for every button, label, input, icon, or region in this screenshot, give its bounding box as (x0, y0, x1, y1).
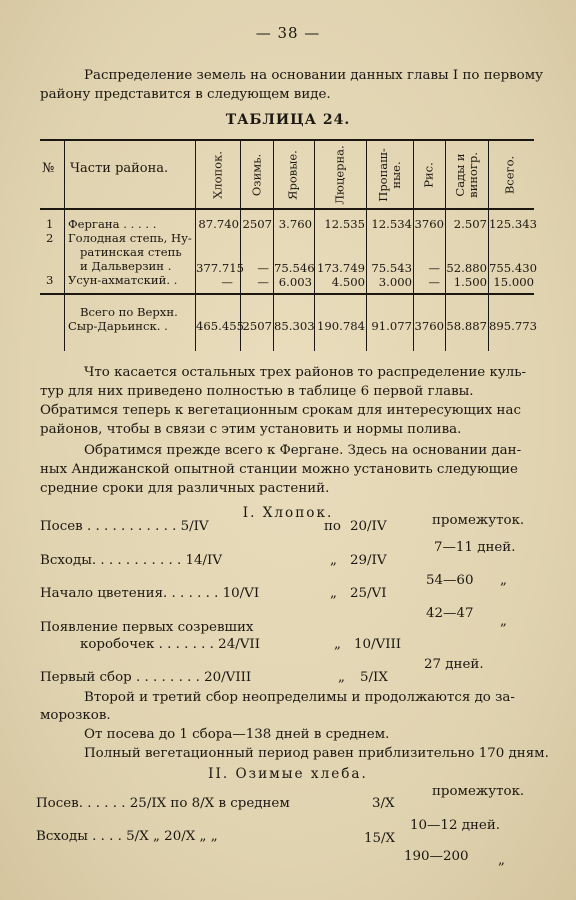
cotton-note-1: Второй и третий сбор неопределимы и продолжаются до за- (84, 690, 515, 705)
table-total-rule (40, 293, 534, 295)
row-2-rice: — (428, 261, 440, 275)
table-top-rule (40, 139, 534, 141)
section-cotton-heading: I. Хлопок. (242, 505, 334, 521)
winter-interval-2: 190—200 (404, 849, 469, 864)
winter-sprouts-label: Всходы . . . . 5/X „ 20/X „ „ (36, 829, 218, 844)
cotton-sprouts-label: Всходы. . . . . . . . . . . 14/IV (40, 553, 223, 568)
winter-sowing-label: Посев. . . . . . 25/IX по 8/X в среднем (36, 796, 290, 811)
row-2-spring: 75.546 (274, 261, 315, 275)
row-1-alfalfa: 12.535 (324, 217, 365, 231)
intro-line-1: Распределение земель на основании данных главы I по первому (84, 68, 544, 83)
row-2-name-line-2: ратинская степь (80, 245, 182, 259)
total-alfalfa: 190.784 (317, 319, 365, 333)
total-name-line-1: Всего по Верхн. (80, 305, 178, 319)
row-3-cotton: — (221, 275, 233, 289)
header-cotton: Хлопок. (210, 151, 225, 199)
section-winter-interval-header: промежуток. (432, 784, 525, 799)
cotton-note-4: Полный вегетационный период равен приблизительно 170 дням. (84, 746, 549, 761)
cotton-first-harvest-mid: „ (338, 670, 345, 685)
row-3-spring: 6.003 (278, 275, 312, 289)
para2-line-2: тур для них приведено полностью в таблице 6 первой главы. (40, 384, 474, 399)
row-2-cotton: 377.715 (196, 261, 244, 275)
total-row-crops: 91.077 (371, 319, 412, 333)
cotton-interval-2-ditto: „ (500, 573, 507, 588)
total-rice: 3760 (414, 319, 444, 333)
row-1-number: 1 (46, 217, 54, 231)
intro-line-2: району представится в следующем виде. (40, 87, 331, 102)
cotton-interval-3-ditto: „ (500, 614, 507, 629)
cotton-sprouts-end: 29/IV (350, 553, 387, 568)
section-cotton-interval-header: промежуток. (432, 513, 525, 528)
winter-sowing-end: 3/X (372, 796, 395, 811)
cotton-note-3: От посева до 1 сбора—138 дней в среднем. (84, 727, 390, 742)
cotton-boll-end: 10/VIII (354, 637, 402, 652)
para2-line-1: Что касается остальных трех районов то распределение куль- (84, 365, 527, 380)
row-1-rice: 3760 (414, 217, 444, 231)
row-2-winter: — (257, 261, 269, 275)
row-3-name: Усун-ахматский. . (68, 273, 178, 287)
page-number: — 38 — (255, 24, 321, 42)
row-3-row-crops: 3.000 (378, 275, 412, 289)
header-rice: Рис. (421, 162, 436, 188)
header-winter: Озимь. (249, 153, 264, 197)
cotton-sowing-mid: по (324, 519, 341, 534)
row-1-winter: 2507 (242, 217, 272, 231)
cotton-first-harvest-end: 5/IX (360, 670, 388, 685)
total-winter: 2507 (242, 319, 272, 333)
cotton-sprouts-mid: „ (330, 553, 337, 568)
para2-line-4: районов, чтобы в связи с этим установить и нормы полива. (40, 422, 462, 437)
cotton-flowering-label: Начало цветения. . . . . . . 10/VI (40, 586, 260, 601)
row-2-total: 755.430 (489, 261, 537, 275)
header-gardens: Сады и виногр. (453, 152, 480, 198)
winter-interval-1: 10—12 дней. (410, 818, 501, 833)
row-2-alfalfa: 173.749 (317, 261, 365, 275)
row-1-total: 125.343 (489, 217, 537, 231)
row-3-number: 3 (46, 273, 54, 287)
row-1-name: Фергана . . . . . (68, 217, 157, 231)
row-1-spring: 3.760 (278, 217, 312, 231)
header-parts: Части района. (70, 161, 169, 176)
total-spring: 85.303 (274, 319, 315, 333)
table-header-rule (40, 208, 534, 210)
cotton-boll-label-2: коробочек . . . . . . . 24/VII (80, 637, 260, 652)
table-title: ТАБЛИЦА 24. (225, 112, 351, 128)
total-all: 895.773 (489, 319, 537, 333)
para3-line-2: ных Андижанской опытной станции можно установить следующие (40, 462, 518, 477)
table-24 (40, 135, 537, 351)
cotton-sowing-end: 20/IV (350, 519, 387, 534)
winter-sprouts-end: 15/X (364, 831, 396, 846)
cotton-note-2: морозков. (40, 708, 111, 723)
col-divider (64, 141, 65, 351)
row-2-row-crops: 75.543 (371, 261, 412, 275)
row-2-gardens: 52.880 (446, 261, 487, 275)
header-total: Всего. (502, 155, 517, 195)
cotton-interval-2: 54—60 (426, 573, 474, 588)
row-3-gardens: 1.500 (453, 275, 487, 289)
total-gardens: 58.887 (446, 319, 487, 333)
winter-interval-2-ditto: „ (498, 853, 505, 868)
cotton-sowing-label: Посев . . . . . . . . . . . 5/IV (40, 519, 209, 534)
cotton-flowering-end: 25/VI (350, 586, 387, 601)
cotton-interval-3: 42—47 (426, 606, 474, 621)
row-3-alfalfa: 4.500 (331, 275, 365, 289)
row-1-row-crops: 12.534 (371, 217, 412, 231)
row-2-name-line-1: Голодная степь, Ну- (68, 231, 192, 245)
section-winter-heading: II. Озимые хлеба. (208, 766, 368, 782)
header-number: № (42, 161, 55, 176)
row-3-rice: — (428, 275, 440, 289)
header-row-crops: Пропаш- ные. (376, 148, 403, 202)
para3-line-3: средние сроки для различных растений. (40, 481, 330, 496)
total-cotton: 465.455 (196, 319, 244, 333)
row-2-name-line-3: и Дальверзин . (80, 259, 172, 273)
row-1-gardens: 2.507 (453, 217, 487, 231)
cotton-interval-1: 7—11 дней. (434, 540, 516, 555)
total-name-line-2: Сыр-Дарьинск. . (68, 319, 168, 333)
cotton-first-harvest-label: Первый сбор . . . . . . . . 20/VIII (40, 670, 252, 685)
para2-line-3: Обратимся теперь к вегетационным срокам для интересующих нас (40, 403, 521, 418)
cotton-boll-mid: „ (334, 637, 341, 652)
cotton-flowering-mid: „ (330, 586, 337, 601)
row-1-cotton: 87.740 (198, 217, 239, 231)
row-3-winter: — (257, 275, 269, 289)
para3-line-1: Обратимся прежде всего к Фергане. Здесь на основании дан- (84, 443, 522, 458)
row-2-number: 2 (46, 231, 54, 245)
row-3-total: 15.000 (493, 275, 534, 289)
header-alfalfa: Люцерна. (332, 145, 347, 205)
cotton-boll-label-1: Появление первых созревших (40, 620, 254, 635)
cotton-interval-4: 27 дней. (424, 657, 484, 672)
header-spring: Яровые. (285, 150, 300, 200)
